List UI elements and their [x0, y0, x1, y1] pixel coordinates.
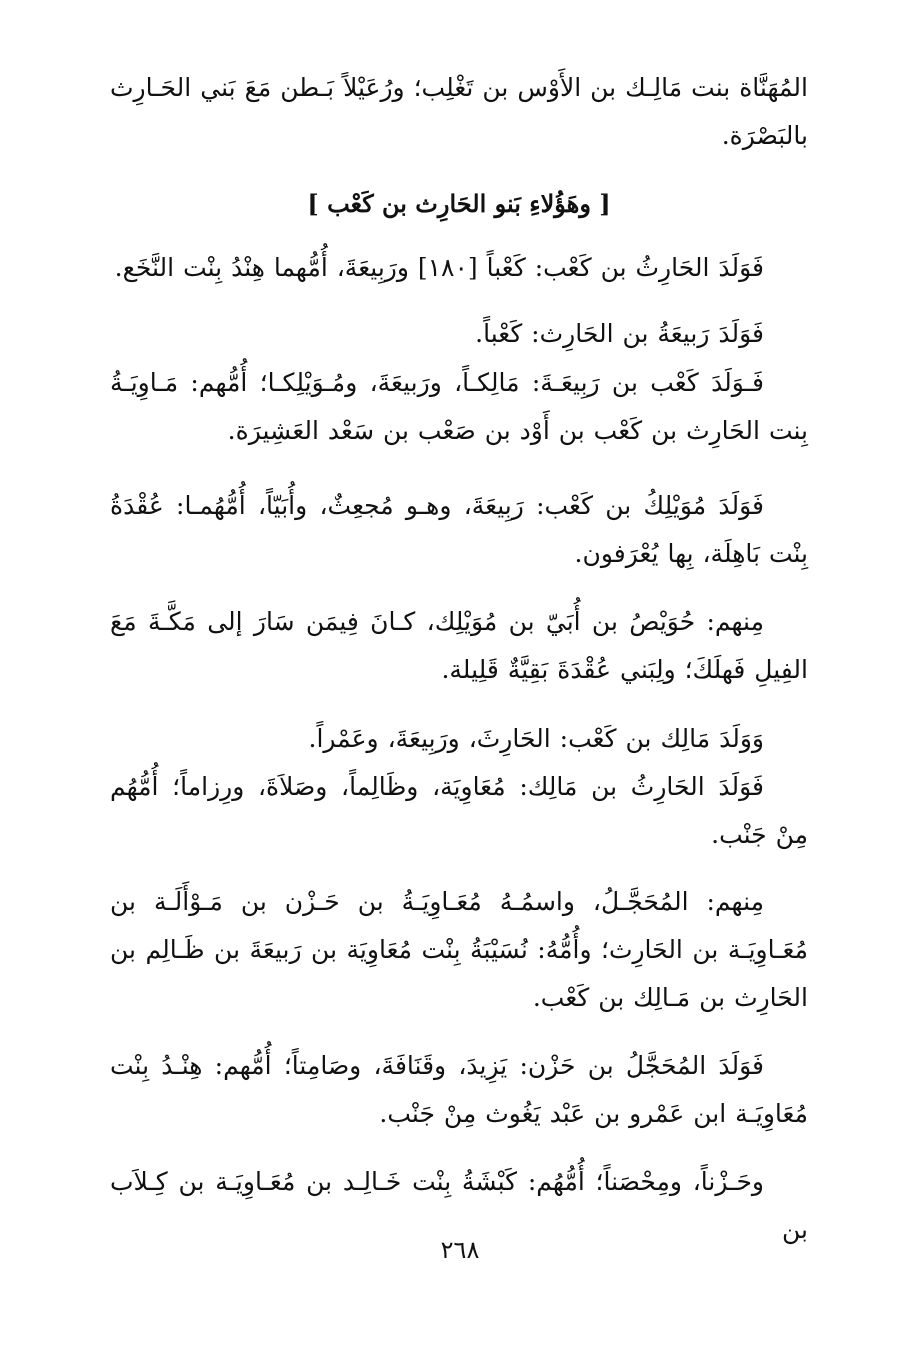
paragraph: فَوَلَدَ المُحَجَّلُ بن حَزْن: يَزِيدَ، وقَنَافَةَ، وصَامِتاً؛ أُمُّهم: هِنْـدُ بِنْت مُعَاوِيَـة ابن عَمْرو بن عَبْد يَغُوث مِنْ جَنْب.: [110, 1051, 808, 1128]
page-number: ٢٦٨: [440, 1236, 480, 1264]
paragraph-continuation: المُهَنَّاة بنت مَالِـك بن الأَوْس بن تَغْلِب؛ ورُعَيْلاً بَـطن مَعَ بَني الحَـارِث بالبَصْرَة.: [110, 73, 808, 150]
paragraph: فَـوَلَدَ كَعْب بن رَبِيعَـةَ: مَالِكـاً، ورَبيعَةَ، ومُـوَيْلِكـا؛ أُمُّهم: مَـاوِيَـةُ بِنت الحَارِث بن كَعْب بن أَوْد بن صَعْب بن سَعْد العَشِيرَة.: [110, 368, 808, 445]
paragraph: وَوَلَدَ مَالِك بن كَعْب: الحَارِثَ، ورَبِيعَةَ، وعَمْراً.: [308, 724, 764, 753]
paragraph: وحَـزْناً، ومِحْصَناً؛ أُمُّهُم: كَبْشَةُ بِنْت خَـالِـد بن مُعَـاوِيَـة بن كِـلاَب بن: [110, 1167, 808, 1244]
paragraph: مِنهم: المُحَجَّـلُ، واسمُـهُ مُعَـاوِيَـةُ بن حَـزْن بن مَـوْأَلَـة بن مُعَـاوِيَـة بن الحَارِث؛ وأُمُّهُ: نُسَيْبَةُ بِنْت مُعَاوِيَة بن رَبيعَةَ بن ظَـالِم بن الحَارِث بن مَـالِك بن كَعْب.: [110, 887, 808, 1012]
paragraph: فَوَلَدَ مُوَيْلِكُ بن كَعْب: رَبِيعَةَ، وهـو مُجعِثٌ، وأُبَيّاً، أُمُّهُمـا: عُقْدَةُ بِنْت بَاهِلَة، بِها يُعْرَفون.: [110, 491, 808, 568]
paragraph: مِنهم: حُوَيْصُ بن أُبَيّ بن مُوَيْلِك، كـانَ فِيمَن سَارَ إلى مَكَّـةَ مَعَ الفِيلِ فَهلَكَ؛ ولِبَني عُقْدَةَ بَقِيَّةٌ قَلِيلة.: [110, 607, 808, 684]
paragraph: فَوَلَدَ رَبيعَةُ بن الحَارِث: كَعْباً.: [475, 319, 764, 348]
paragraph: فَوَلَدَ الحَارِثُ بن كَعْب: كَعْباً [١٨٠] ورَبِيعَةَ، أُمُّهما هِنْدُ بِنْت النَّخَع.: [114, 253, 764, 282]
paragraph: فَوَلَدَ الحَارِثُ بن مَالِك: مُعَاوِيَة، وظَالِماً، وصَلاَةَ، ورِزاماً؛ أُمُّهُم مِنْ جَنْب.: [110, 772, 808, 849]
section-heading: [ وهَؤُلاءِ بَنو الحَارِث بن كَعْب ]: [307, 189, 611, 218]
